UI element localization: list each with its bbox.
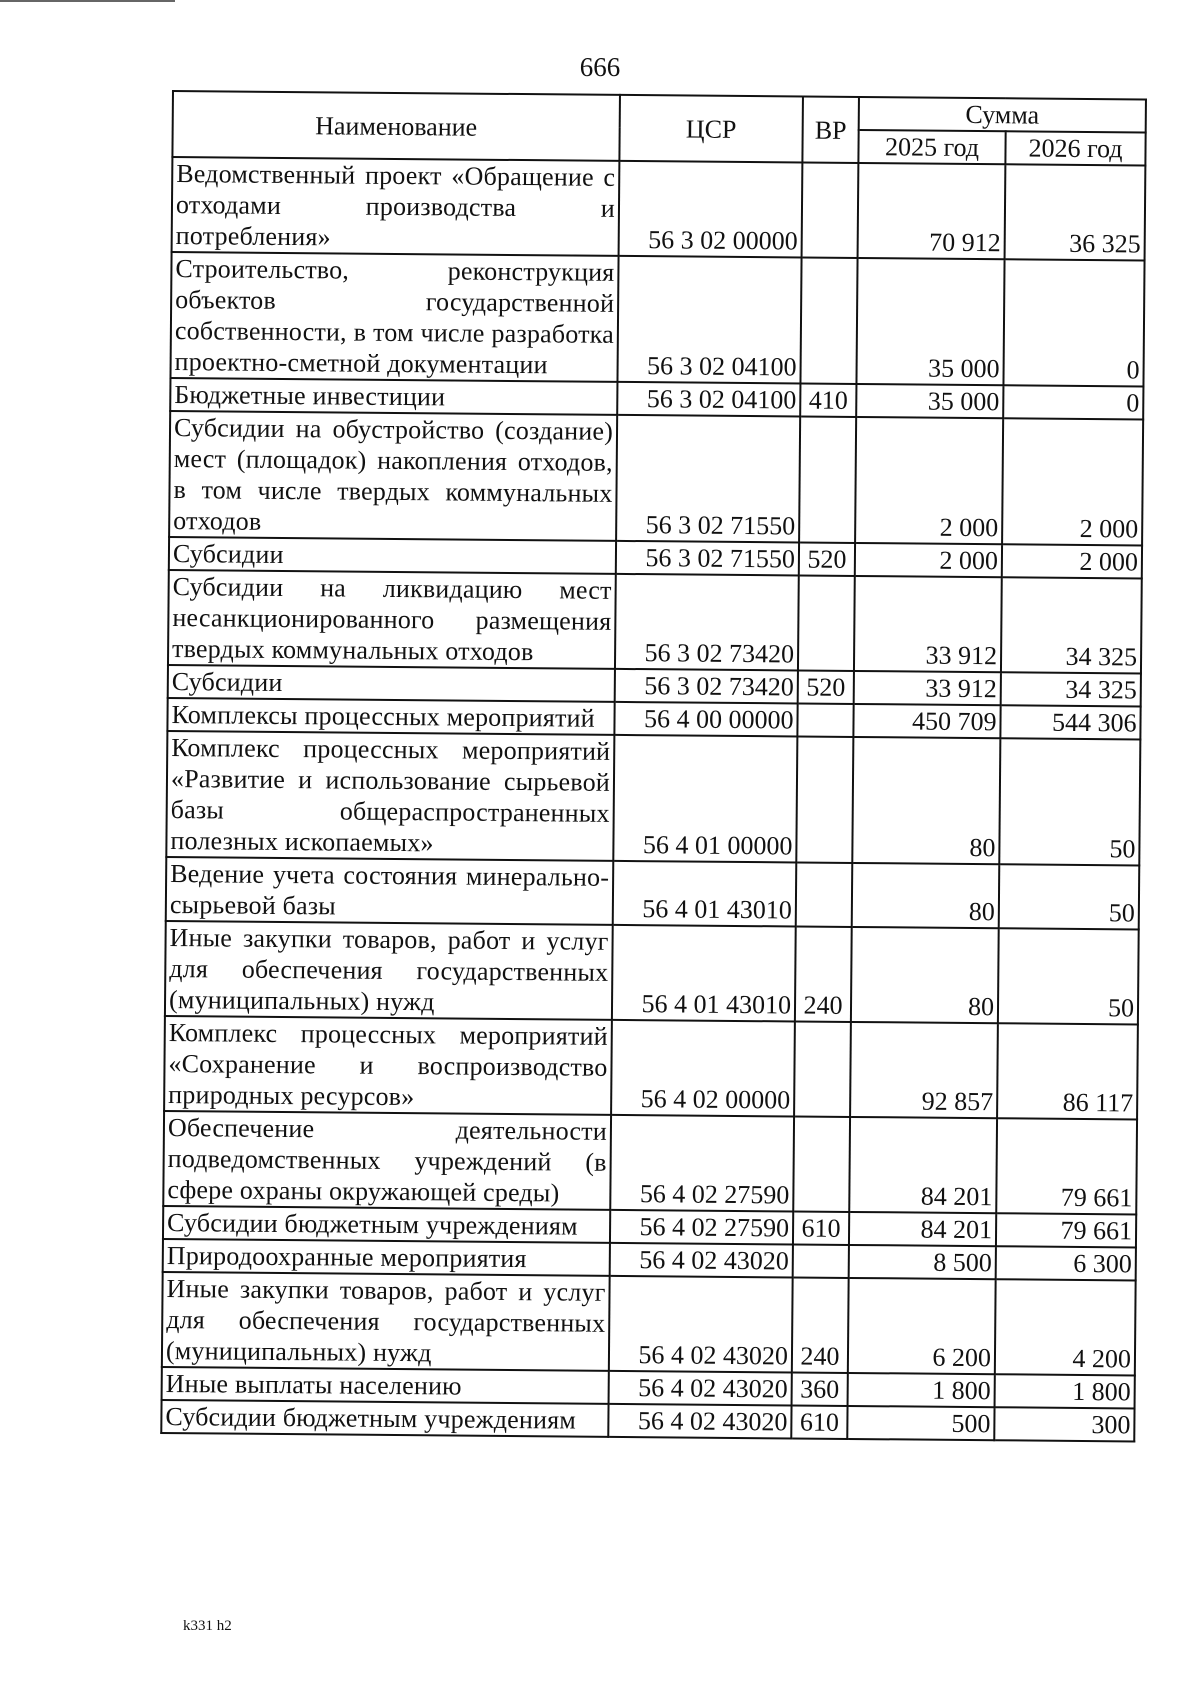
row-name: Ведомственный проект «Обращение с отходами производства и потребления» <box>172 157 620 256</box>
table-body <box>161 157 1145 1441</box>
row-amount-2025: 2 000 <box>855 543 1002 577</box>
row-name: Субсидии бюджетным учреждениям <box>163 1206 610 1243</box>
row-name: Комплекс процессных мероприятий «Сохранение и воспроизводство природных ресурсов» <box>164 1016 612 1115</box>
row-amount-2025: 84 201 <box>849 1117 997 1213</box>
row-csr: 56 4 02 43020 <box>608 1404 791 1439</box>
row-amount-2026: 300 <box>994 1407 1134 1441</box>
row-amount-2025: 500 <box>847 1406 994 1440</box>
row-name: Строительство, реконструкция объектов государственной собственности, в том числе разработка проектно-сметной документации <box>170 252 618 382</box>
row-vr <box>796 862 853 926</box>
table-row <box>166 731 1140 865</box>
table-row <box>165 921 1139 1024</box>
footer-code: k331 h2 <box>183 1618 232 1634</box>
table-row <box>166 857 1140 929</box>
row-csr: 56 4 02 43020 <box>610 1243 793 1278</box>
row-csr: 56 3 02 04100 <box>617 256 801 384</box>
row-csr: 56 3 02 71550 <box>616 541 799 576</box>
row-amount-2026: 36 325 <box>1005 164 1146 260</box>
row-amount-2025: 1 800 <box>848 1373 995 1407</box>
row-vr <box>797 703 853 736</box>
header-year-2026: 2026 год <box>1005 131 1145 165</box>
row-csr: 56 4 01 43010 <box>613 861 797 927</box>
row-amount-2025: 450 709 <box>853 704 1000 738</box>
row-amount-2026: 6 300 <box>996 1246 1136 1280</box>
row-amount-2026: 79 661 <box>996 1118 1137 1214</box>
page-number: 666 <box>579 52 621 82</box>
row-vr: 610 <box>793 1211 849 1244</box>
row-name: Комплекс процессных мероприятий «Развитие и использование сырьевой базы общераспространенных полезных ископаемых» <box>166 731 614 861</box>
row-amount-2026: 50 <box>998 928 1139 1024</box>
row-csr: 56 4 02 43020 <box>609 1371 792 1406</box>
row-vr <box>794 1021 851 1116</box>
row-csr: 56 4 02 27590 <box>610 1210 793 1245</box>
row-amount-2025: 84 201 <box>849 1212 996 1246</box>
row-name: Иные выплаты населению <box>162 1367 609 1404</box>
row-vr: 610 <box>791 1405 847 1438</box>
row-amount-2026: 79 661 <box>996 1213 1136 1247</box>
table-row <box>168 570 1142 673</box>
row-amount-2025: 80 <box>852 737 1000 864</box>
row-name: Обеспечение деятельности подведомственных учреждений (в сфере охраны окружающей среды) <box>163 1111 611 1210</box>
row-vr: 520 <box>798 670 854 703</box>
row-amount-2025: 8 500 <box>849 1245 996 1279</box>
row-name: Природоохранные мероприятия <box>163 1239 610 1276</box>
row-amount-2026: 544 306 <box>1000 705 1140 739</box>
row-amount-2026: 34 325 <box>1001 672 1141 706</box>
row-vr <box>799 416 856 542</box>
table-row <box>164 1016 1138 1119</box>
row-name: Комплексы процессных мероприятий <box>167 698 614 735</box>
row-amount-2025: 33 912 <box>854 671 1001 705</box>
row-amount-2025: 35 000 <box>856 384 1003 418</box>
header-csr: ЦСР <box>619 95 803 163</box>
row-amount-2025: 35 000 <box>856 258 1004 385</box>
row-vr: 520 <box>799 542 855 575</box>
row-amount-2025: 80 <box>851 927 999 1023</box>
row-amount-2025: 2 000 <box>855 417 1003 544</box>
row-name: Субсидии бюджетным учреждениям <box>161 1400 608 1437</box>
row-csr: 56 3 02 73420 <box>615 574 799 671</box>
row-name: Ведение учета состояния минерально-сырьевой базы <box>166 857 614 925</box>
document-body <box>160 90 1145 1442</box>
row-vr <box>796 736 853 862</box>
row-amount-2025: 33 912 <box>854 576 1002 672</box>
row-amount-2026: 2 000 <box>1002 418 1143 545</box>
row-vr <box>798 575 855 670</box>
row-csr: 56 4 02 00000 <box>611 1020 795 1117</box>
row-vr <box>793 1116 850 1211</box>
table-header-row <box>173 91 1146 132</box>
table-row <box>169 411 1143 545</box>
row-amount-2026: 50 <box>999 864 1140 929</box>
row-amount-2026: 0 <box>1003 259 1144 386</box>
row-amount-2025: 80 <box>852 863 1000 928</box>
header-year-2025: 2025 год <box>858 130 1005 164</box>
scan-edge-line <box>0 0 175 2</box>
row-csr: 56 4 01 00000 <box>613 735 797 863</box>
row-name: Иные закупки товаров, работ и услуг для обеспечения государственных (муниципальных) нужд <box>165 921 613 1020</box>
header-vr: ВР <box>802 97 859 163</box>
row-name: Субсидии <box>168 665 615 702</box>
row-csr: 56 4 00 00000 <box>614 702 797 737</box>
table-row <box>170 252 1144 386</box>
budget-table <box>160 90 1147 1442</box>
table-row <box>163 1111 1137 1214</box>
row-amount-2026: 1 800 <box>995 1374 1135 1408</box>
row-amount-2026: 4 200 <box>995 1279 1136 1375</box>
row-csr: 56 4 02 43020 <box>609 1276 793 1373</box>
row-vr <box>802 163 859 258</box>
row-vr <box>793 1244 849 1277</box>
row-amount-2026: 50 <box>999 738 1140 865</box>
row-vr: 360 <box>792 1372 848 1405</box>
row-amount-2026: 2 000 <box>1002 544 1142 578</box>
row-csr: 56 4 02 27590 <box>610 1115 794 1212</box>
row-amount-2025: 6 200 <box>848 1278 996 1374</box>
header-sum: Сумма <box>859 97 1146 133</box>
row-csr: 56 3 02 04100 <box>617 382 800 417</box>
row-vr <box>800 258 857 384</box>
row-vr: 410 <box>800 383 856 416</box>
row-vr: 240 <box>795 926 852 1021</box>
row-name: Субсидии <box>169 537 616 574</box>
row-name: Субсидии на ликвидацию мест несанкционированного размещения твердых коммунальных отходов <box>168 570 616 669</box>
row-csr: 56 4 01 43010 <box>612 925 796 1022</box>
table-row <box>162 1272 1136 1375</box>
row-amount-2026: 34 325 <box>1001 577 1142 673</box>
row-amount-2026: 86 117 <box>997 1023 1138 1119</box>
row-name: Бюджетные инвестиции <box>170 378 617 415</box>
header-name: Наименование <box>172 91 620 161</box>
row-amount-2026: 0 <box>1003 385 1143 419</box>
table-row <box>172 157 1146 260</box>
row-vr: 240 <box>792 1277 849 1372</box>
row-csr: 56 3 02 73420 <box>615 669 798 704</box>
row-amount-2025: 70 912 <box>858 163 1006 259</box>
row-name: Субсидии на обустройство (создание) мест (площадок) накопления отходов, в том числе твердых коммунальных отходов <box>169 411 617 541</box>
row-amount-2025: 92 857 <box>850 1022 998 1118</box>
row-csr: 56 3 02 71550 <box>616 415 800 543</box>
row-name: Иные закупки товаров, работ и услуг для обеспечения государственных (муниципальных) нужд <box>162 1272 610 1371</box>
row-csr: 56 3 02 00000 <box>619 161 803 258</box>
